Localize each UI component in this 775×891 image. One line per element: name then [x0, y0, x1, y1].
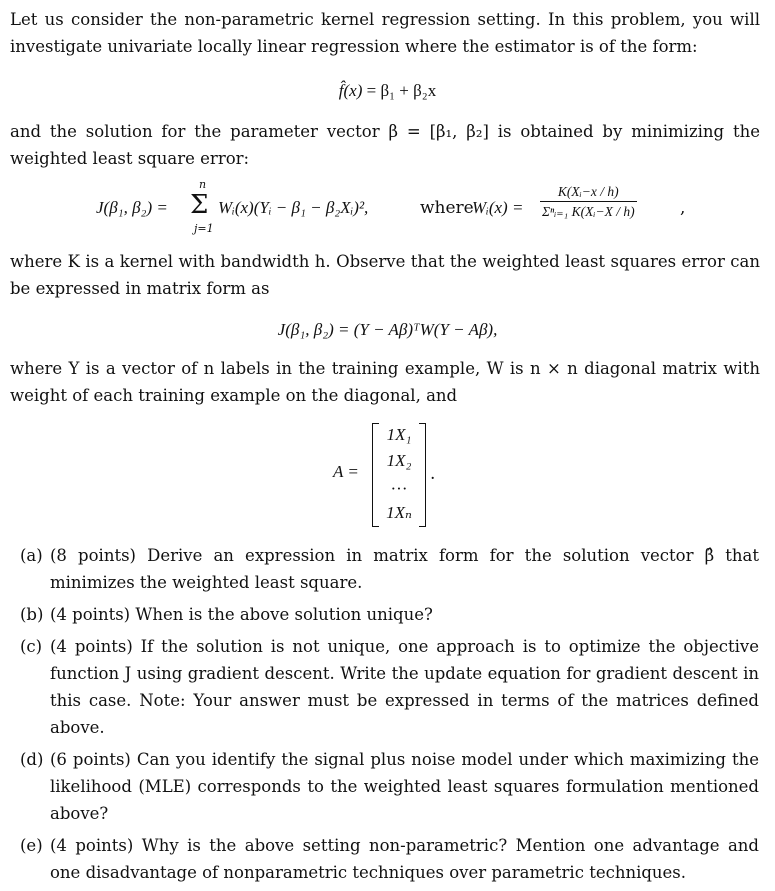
question-text: (6 points) Can you identify the signal plus noise model under which maximizing the likelihood (MLE) corresponds to the weighted least squares formulation mentioned above?: [50, 750, 759, 823]
question-text: (4 points) If the solution is not unique, one approach is to optimize the objective function J using gradient descent. Write the update equation for gradient descent in this case. Note: Your answer must be expressed in terms of the matrices defined above.: [50, 637, 759, 737]
estimator-equation: [0, 79, 775, 103]
question-label: (d): [20, 750, 44, 769]
question-a: [14, 542, 759, 596]
question-list: [14, 542, 759, 891]
question-label: (a): [20, 546, 43, 565]
labels-paragraph: where Y is a vector of n labels in the training example, W is n × n diagonal matrix with weight of each training example on the diagonal, and: [10, 359, 760, 405]
kernel-paragraph: where K is a kernel with bandwidth h. Observe that the weighted least squares error can be expressed in matrix form as: [10, 252, 760, 298]
parameter-paragraph: and the solution for the parameter vector β = [β₁, β₂] is obtained by minimizing the weighted least square error:: [10, 122, 760, 168]
question-d: [14, 746, 759, 827]
estimator-rhs: = β₁ + β₂x: [366, 81, 437, 100]
weight-denominator: Σⁿᵢ₌₁ K(Xᵢ−X / h): [542, 204, 635, 219]
sum-upper-limit: n: [199, 178, 207, 191]
sum-symbol: Σ: [190, 190, 209, 220]
matrix-row: 1X₂: [386, 451, 412, 470]
matrix-form-equation: J(β₁, β₂) = (Y − Aβ)ᵀW(Y − Aβ),: [277, 320, 498, 339]
question-text: (4 points) Why is the above setting non-parametric? Mention one advantage and one disadvantage of nonparametric techniques over parametric techniques.: [50, 836, 759, 882]
matrix-row: ···: [390, 479, 408, 498]
where-word: where: [420, 198, 474, 218]
question-c: [14, 633, 759, 741]
weight-numerator: K(Xᵢ−x / h): [540, 182, 637, 202]
intro-paragraph: Let us consider the non-parametric kernel regression setting. In this problem, you will investigate univariate locally linear regression where the estimator is of the form:: [10, 10, 760, 56]
weight-fraction: [540, 182, 637, 221]
estimator-lhs: f̂(x): [338, 81, 363, 100]
weight-lhs: Wᵢ(x) =: [472, 198, 524, 217]
matrix-lhs: A =: [333, 462, 359, 481]
question-text: (4 points) When is the above solution unique?: [50, 605, 433, 624]
question-label: (b): [20, 605, 44, 624]
sum-lower-limit: j=1: [194, 222, 214, 235]
question-b: [14, 601, 759, 628]
objective-lhs: J(β₁, β₂) =: [96, 198, 168, 217]
matrix-row: 1Xₙ: [386, 503, 412, 522]
weight-trail: ,: [680, 198, 686, 218]
objective-equation: [0, 178, 775, 242]
question-e: [14, 832, 759, 886]
matrix-row: 1X₁: [386, 425, 412, 444]
objective-summand: Wᵢ(x)(Yᵢ − β₁ − β₂Xᵢ)²,: [218, 198, 369, 217]
matrix-trail: .: [430, 464, 436, 484]
question-text: (8 points) Derive an expression in matrix form for the solution vector β̂ that minimizes the weighted least square.: [50, 546, 759, 592]
question-label: (c): [20, 637, 43, 656]
design-matrix: [372, 423, 426, 527]
question-label: (e): [20, 836, 43, 855]
